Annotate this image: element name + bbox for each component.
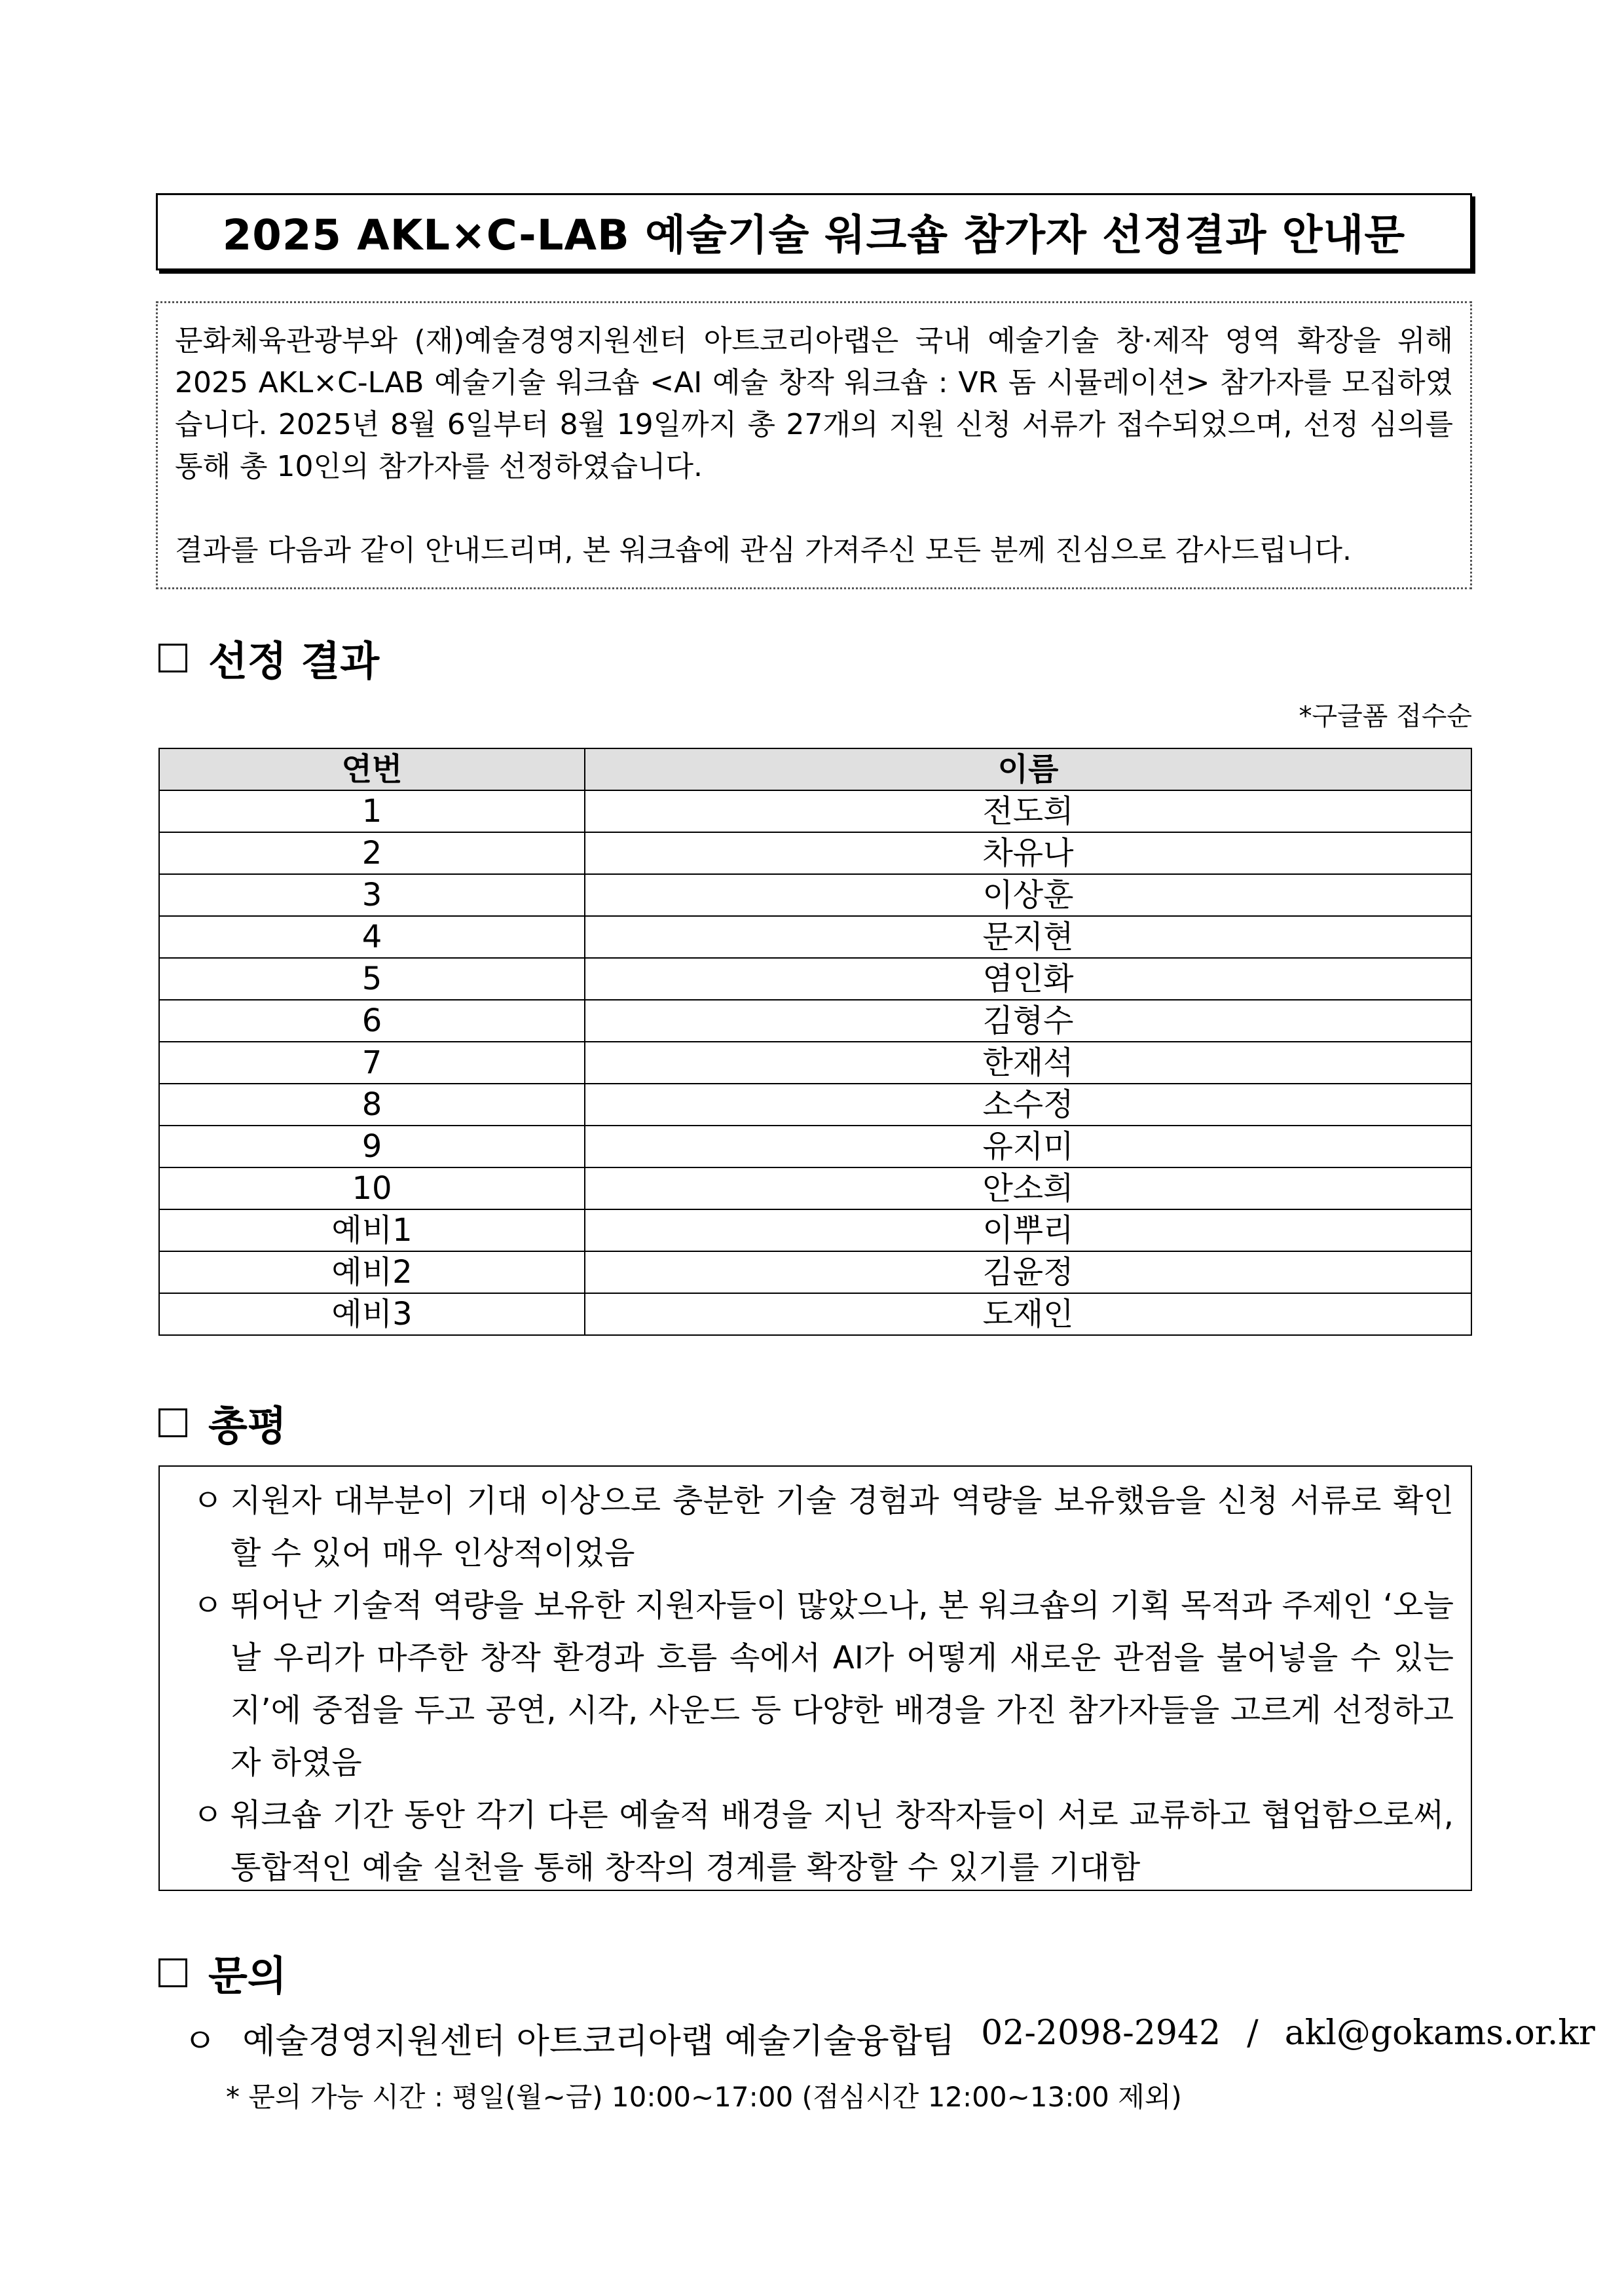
table-row	[159, 790, 1471, 832]
bullet-icon: ㅇ	[183, 2022, 217, 2061]
cell-number: 5	[159, 958, 585, 1000]
cell-name: 차유나	[585, 832, 1471, 874]
review-item-text: 뛰어난 기술적 역량을 보유한 지원자들이 많았으나, 본 워크숍의 기획 목적과 주제인 ‘오늘날 우리가 마주한 창작 환경과 흐름 속에서 AI가 어떻게 새로운 관점을 불어넣을 수 있는지’에 중점을 두고 공연, 시각, 사운드 등 다양한 배경을 가진 참가자들을 고르게 선정하고자 하였음	[231, 1587, 1454, 1781]
cell-name: 염인화	[585, 958, 1471, 1000]
results-table-body	[159, 790, 1471, 1335]
column-header-number: 연번	[159, 748, 585, 790]
results-heading-label: 선정 결과	[208, 637, 380, 685]
cell-number: 예비2	[159, 1251, 585, 1293]
table-row	[159, 1042, 1471, 1084]
checkbox-icon	[158, 644, 187, 672]
results-note: *구글폼 접수순	[1299, 701, 1472, 731]
cell-name: 전도희	[585, 790, 1471, 832]
cell-number: 8	[159, 1084, 585, 1126]
table-header-row	[159, 748, 1471, 790]
table-row	[159, 1084, 1471, 1126]
cell-name: 이뿌리	[585, 1209, 1471, 1251]
list-item	[193, 1789, 1454, 1894]
cell-number: 2	[159, 832, 585, 874]
cell-name: 김윤정	[585, 1251, 1471, 1293]
table-row	[159, 1167, 1471, 1209]
contact-heading	[158, 1943, 287, 2002]
review-heading-label: 총평	[208, 1402, 287, 1450]
table-row	[159, 958, 1471, 1000]
contact-org: 예술경영지원센터 아트코리아랩 예술기술융합팀	[242, 2022, 955, 2061]
cell-name: 한재석	[585, 1042, 1471, 1084]
table-row	[159, 1126, 1471, 1167]
cell-name: 소수정	[585, 1084, 1471, 1126]
list-item	[193, 1475, 1454, 1579]
bullet-icon: ㅇ	[193, 1587, 223, 1624]
review-heading	[158, 1393, 287, 1452]
cell-number: 4	[159, 916, 585, 958]
cell-name: 도재인	[585, 1293, 1471, 1335]
bullet-icon: ㅇ	[193, 1482, 223, 1519]
review-item-text: 워크숍 기간 동안 각기 다른 예술적 배경을 지닌 창작자들이 서로 교류하고 협업함으로써, 통합적인 예술 실천을 통해 창작의 경계를 확장할 수 있기를 기대함	[231, 1797, 1454, 1886]
table-row	[159, 832, 1471, 874]
cell-name: 김형수	[585, 1000, 1471, 1042]
results-heading	[158, 629, 379, 687]
contact-heading-label: 문의	[208, 1952, 287, 2000]
cell-number: 3	[159, 874, 585, 916]
document-title: 2025 AKL×C-LAB 예술기술 워크숍 참가자 선정결과 안내문	[222, 211, 1406, 260]
review-box	[158, 1465, 1472, 1891]
cell-number: 7	[159, 1042, 585, 1084]
table-row	[159, 1209, 1471, 1251]
checkbox-icon	[158, 1958, 187, 1987]
bullet-icon: ㅇ	[193, 1797, 223, 1833]
cell-name: 안소희	[585, 1167, 1471, 1209]
intro-box	[156, 301, 1472, 589]
contact-hours: * 문의 가능 시간 : 평일(월~금) 10:00~17:00 (점심시간 12:00~13:00 제외)	[226, 2081, 1182, 2113]
cell-name: 유지미	[585, 1126, 1471, 1167]
cell-name: 이상훈	[585, 874, 1471, 916]
list-item	[193, 1579, 1454, 1789]
table-row	[159, 1293, 1471, 1335]
contact-line	[183, 2013, 1595, 2063]
cell-number: 10	[159, 1167, 585, 1209]
title-box	[156, 193, 1472, 270]
contact-separator: /	[1247, 2013, 1259, 2053]
cell-number: 예비3	[159, 1293, 585, 1335]
contact-email[interactable]: akl@gokams.or.kr	[1284, 2013, 1595, 2053]
intro-paragraph-1: 문화체육관광부와 (재)예술경영지원센터 아트코리아랩은 국내 예술기술 창·제작 영역 확장을 위해 2025 AKL×C-LAB 예술기술 워크숍 <AI 예술 창작 워크숍 : VR 돔 시뮬레이션> 참가자를 모집하였습니다. 2025년 8월 6일부터 8월 19일까지 총 27개의 지원 신청 서류가 접수되었으며, 선정 심의를 통해 총 10인의 참가자를 선정하였습니다.	[175, 324, 1453, 483]
cell-number: 예비1	[159, 1209, 585, 1251]
contact-phone[interactable]: 02-2098-2942	[981, 2013, 1221, 2053]
table-row	[159, 1251, 1471, 1293]
table-row	[159, 916, 1471, 958]
cell-number: 9	[159, 1126, 585, 1167]
cell-number: 6	[159, 1000, 585, 1042]
checkbox-icon	[158, 1408, 187, 1437]
table-row	[159, 1000, 1471, 1042]
intro-paragraph-2: 결과를 다음과 같이 안내드리며, 본 워크숍에 관심 가져주신 모든 분께 진심으로 감사드립니다.	[175, 534, 1352, 567]
table-row	[159, 874, 1471, 916]
review-item-text: 지원자 대부분이 기대 이상으로 충분한 기술 경험과 역량을 보유했음을 신청 서류로 확인할 수 있어 매우 인상적이었음	[231, 1482, 1454, 1571]
results-table	[158, 748, 1472, 1336]
cell-name: 문지현	[585, 916, 1471, 958]
cell-number: 1	[159, 790, 585, 832]
column-header-name: 이름	[585, 748, 1471, 790]
